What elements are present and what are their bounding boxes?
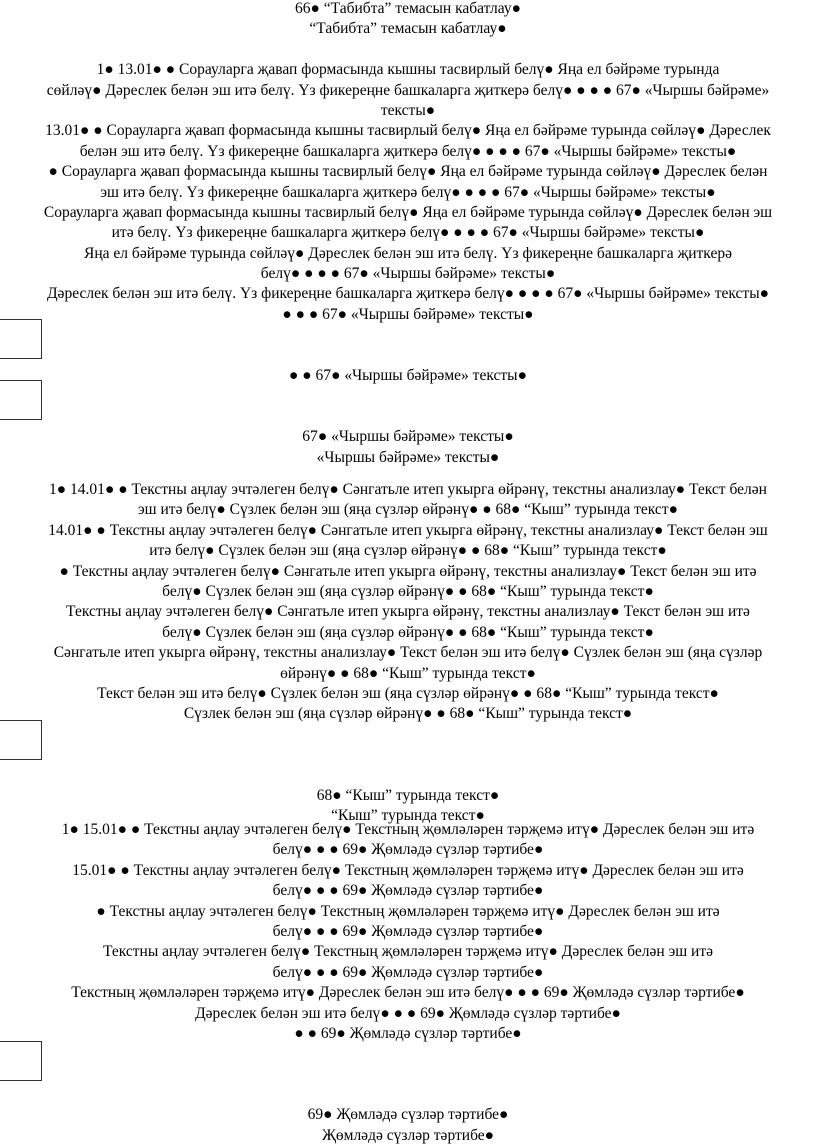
- text-line: Сүзлек белән эш (яңа сүзләр өйрәнү● ● 68● “Кыш” турында текст●: [183, 705, 633, 723]
- text-line: сөйләү● Дәреслек белән эш итә белү. Үз фикереңне башкаларга җиткерә белү● ● ● ● 67● «Чыршы бәйрәме»: [46, 81, 770, 99]
- lesson-section-68: [0, 480, 816, 827]
- text-line: ● ● 69● Җөмләдә сүзләр тәртибе●: [294, 1024, 522, 1042]
- text-line: ● Текстны аңлау эчтәлеген белү● Сәнгатьле итеп укырга өйрәнү, текстны анализлау● Текст белән эш итә: [59, 562, 757, 580]
- text-line: “Табибта” темасын кабатлау●: [309, 20, 507, 38]
- text-line: [2, 407, 814, 427]
- text-line: [2, 346, 814, 366]
- text-line: Дәреслек белән эш итә белү. Үз фикереңне башкаларга җиткерә белү● ● ● ● 67● «Чыршы бәйрәме» тексты●: [46, 285, 770, 303]
- text-line: Текстны аңлау эчтәлеген белү● Сәнгатьле итеп укырга өйрәнү, текстны анализлау● Текст белән эш итә: [66, 603, 750, 621]
- text-line: [2, 1065, 814, 1085]
- text-line: белән эш итә белү. Үз фикереңне башкаларга җиткерә белү● ● ● ● 67● «Чыршы бәйрәме» тексты●: [79, 142, 737, 160]
- text-line: ● Сорауларга җавап формасында кышны тасвирлый белү● Яңа ел бәйрәме турында сөйләү● Дәреслек белән: [48, 163, 768, 181]
- text-line: 66● “Табибта” темасын кабатлау●: [294, 0, 522, 17]
- text-line: өйрәнү● ● 68● “Кыш” турында текст●: [280, 664, 536, 682]
- text-line: Җөмләдә сүзләр тәртибе●: [321, 1126, 495, 1144]
- text-line: “Кыш” турында текст●: [331, 807, 485, 825]
- text-line: 1● 15.01● ● Текстны аңлау эчтәлеген белү● Текстның җөмләләрен тәрҗемә итү● Дәреслек белән эш итә: [61, 821, 755, 838]
- text-line: белү● ● ● 69● Җөмләдә сүзләр тәртибе●: [272, 963, 544, 981]
- text-line: [2, 1085, 814, 1105]
- empty-table-cell: [0, 319, 42, 359]
- text-line: 69● Җөмләдә сүзләр тәртибе●: [307, 1106, 509, 1124]
- text-line: Сәнгатьле итеп укырга өйрәнү, текстны анализлау● Текст белән эш итә белү● Сүзлек белән эш (яңа сүзләр: [53, 644, 763, 662]
- text-line: эш итә белү● Сүзлек белән эш (яңа сүзләр өйрәнү● ● 68● “Кыш” турында текст●: [137, 501, 678, 519]
- empty-table-cell: [0, 720, 42, 760]
- text-line: [2, 386, 814, 406]
- text-line: белү● ● ● 69● Җөмләдә сүзләр тәртибе●: [272, 882, 544, 900]
- text-line: 1● 13.01● ● Сорауларга җавап формасында кышны тасвирлый белү● Яңа ел бәйрәме турында: [96, 61, 720, 79]
- text-line: «Чыршы бәйрәме» тексты●: [316, 448, 500, 466]
- text-line: белү● ● ● 69● Җөмләдә сүзләр тәртибе●: [272, 841, 544, 859]
- text-line: ● ● 67● «Чыршы бәйрәме» тексты●: [289, 367, 527, 385]
- text-line: 1● 14.01● ● Текстны аңлау эчтәлеген белү● Сәнгатьле итеп укырга өйрәнү, текстны анализлау● Текст белән: [49, 481, 767, 498]
- text-line: 15.01● ● Текстны аңлау эчтәлеген белү● Текстның җөмләләрен тәрҗемә итү● Дәреслек белән эш итә: [72, 861, 744, 879]
- text-line: Текстны аңлау эчтәлеген белү● Текстның җөмләләрен тәрҗемә итү● Дәреслек белән эш итә: [102, 943, 714, 961]
- lesson-section-69: [0, 820, 816, 1146]
- text-line: 13.01● ● Сорауларга җавап формасында кышны тасвирлый белү● Яңа ел бәйрәме турында сөйләү● Дәреслек: [45, 122, 771, 140]
- text-line: белү● ● ● ● 67● «Чыршы бәйрәме» тексты●: [260, 265, 556, 283]
- text-line: Дәреслек белән эш итә белү● ● ● 69● Җөмләдә сүзләр тәртибе●: [195, 1004, 621, 1022]
- text-line: Сорауларга җавап формасында кышны тасвирлый белү● Яңа ел бәйрәме турында сөйләү● Дәреслек белән эш: [43, 203, 773, 221]
- text-line: итә белү● Сүзлек белән эш (яңа сүзләр өйрәнү● ● 68● “Кыш” турында текст●: [149, 542, 667, 560]
- text-line: Яңа ел бәйрәме турында сөйләү● Дәреслек белән эш итә белү. Үз фикереңне башкаларга җиткерә: [84, 244, 732, 262]
- text-line: [2, 1044, 814, 1064]
- text-line: итә белү. Үз фикереңне башкаларга җиткерә белү● ● ● ● 67● «Чыршы бәйрәме» тексты●: [111, 224, 705, 242]
- text-line: 67● «Чыршы бәйрәме» тексты●: [302, 428, 514, 446]
- text-line: белү● Сүзлек белән эш (яңа сүзләр өйрәнү● ● 68● “Кыш” турында текст●: [162, 582, 654, 600]
- text-line: 14.01● ● Текстны аңлау эчтәлеген белү● Сәнгатьле итеп укырга өйрәнү, текстны анализлау● Текст белән эш: [48, 521, 768, 539]
- text-line: белү● ● ● 69● Җөмләдә сүзләр тәртибе●: [272, 922, 544, 940]
- text-line: тексты●: [380, 101, 436, 119]
- text-line: белү● Сүзлек белән эш (яңа сүзләр өйрәнү● ● 68● “Кыш” турында текст●: [162, 623, 654, 641]
- text-line: эш итә белү. Үз фикереңне башкаларга җиткерә белү● ● ● ● 67● «Чыршы бәйрәме» тексты●: [100, 183, 716, 201]
- text-line: Текстның җөмләләрен тәрҗемә итү● Дәреслек белән эш итә белү● ● ● 69● Җөмләдә сүзләр тәртибе●: [71, 984, 745, 1002]
- text-line: ● Текстны аңлау эчтәлеген белү● Текстның җөмләләрен тәрҗемә итү● Дәреслек белән эш итә: [96, 902, 720, 920]
- text-line: [2, 745, 814, 765]
- text-line: Текст белән эш итә белү● Сүзлек белән эш (яңа сүзләр өйрәнү● ● 68● “Кыш” турында текст●: [97, 684, 719, 702]
- text-line: [2, 40, 814, 60]
- text-line: [2, 325, 814, 345]
- text-line: ● ● ● 67● «Чыршы бәйрәме» тексты●: [282, 305, 534, 323]
- empty-table-cell: [0, 380, 42, 420]
- text-line: [2, 725, 814, 745]
- lesson-section-66-67: [0, 0, 816, 468]
- text-line: [2, 765, 814, 785]
- text-line: 68● “Кыш” турында текст●: [316, 786, 500, 804]
- empty-table-cell: [0, 1041, 42, 1081]
